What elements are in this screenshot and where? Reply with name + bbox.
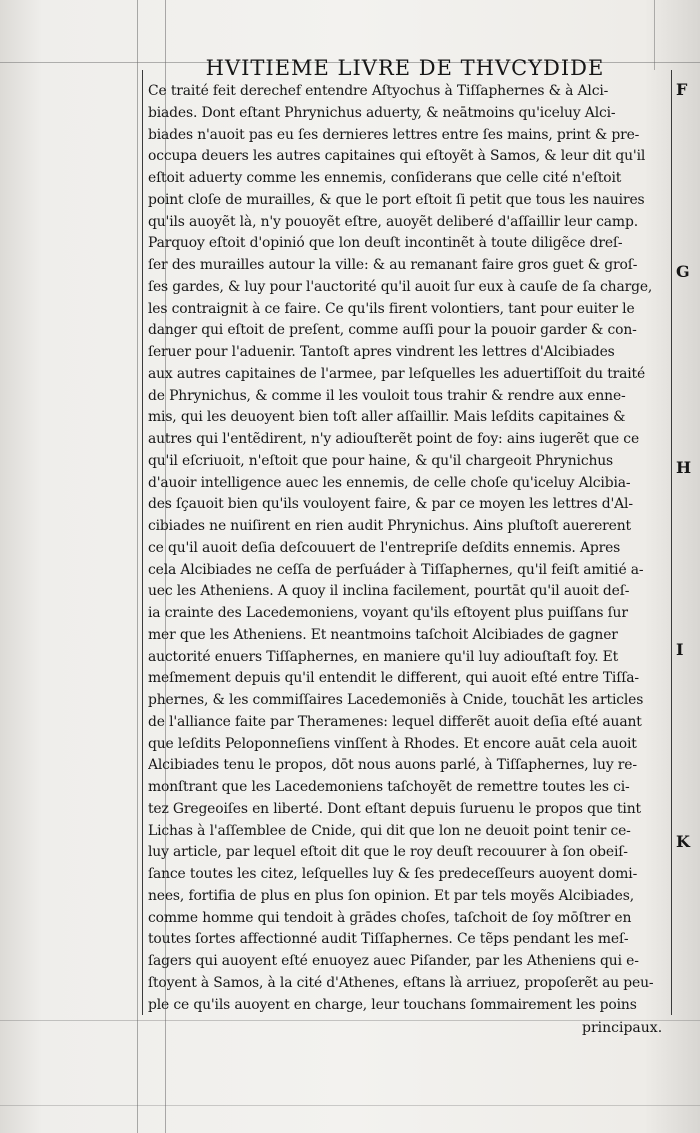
text-line: cela Alcibiades ne ceſſa de perſuáder à Tiſſaphernes, qu'il feiſt amitié a- <box>148 561 644 578</box>
running-head: HVITIEME LIVRE DE THVCYDIDE <box>205 56 605 80</box>
margin-letter: G <box>676 262 690 281</box>
text-line: Alcibiades tenu le propos, dōt nous auons parlé, à Tiſſaphernes, luy re- <box>148 757 637 774</box>
text-line: Ce traité feit derechef entendre Aſtyochus à Tiſſaphernes & à Alci- <box>148 83 609 99</box>
text-line: mis, qui les deuoyent bien toſt aller aſſaillir. Mais leſdits capitaines & <box>148 409 626 426</box>
text-line: uec les Atheniens. A quoy il inclina facilement, pourtāt qu'il auoit deſ- <box>148 583 630 600</box>
text-line: phernes, & les commiſſaires Lacedemoniẽs à Cnide, touchāt les articles <box>148 692 644 708</box>
text-line: cibiades ne nuiſirent en rien audit Phrynichus. Ains pluſtoſt auererent <box>148 518 631 534</box>
text-line: qu'ils auoyẽt là, n'y pouoyẽt eſtre, auoyẽt deliberé d'aſſaillir leur camp. <box>148 213 638 230</box>
text-line: luy article, par lequel eſtoit dit que le roy deuſt recouurer à ſon obeiſ- <box>148 844 628 861</box>
text-line: danger qui eſtoit de preſent, comme auſſi pour la pouoir garder & con- <box>148 322 637 339</box>
text-line: Parquoy eſtoit d'opinió que lon deuſt incontinẽt à toute diligẽce dreſ- <box>148 235 623 252</box>
text-line: aux autres capitaines de l'armee, par leſquelles les aduertiſſoit du traité <box>148 365 646 382</box>
text-line: de l'alliance faite par Theramenes: lequel differẽt auoit deſia eſté auant <box>148 713 642 730</box>
text-line: des ſçauoit bien qu'ils vouloyent faire, & par ce moyen les lettres d'Al- <box>148 496 633 513</box>
text-line: ſes gardes, & luy pour l'auctorité qu'il auoit ſur eux à cauſe de ſa charge, <box>148 278 653 295</box>
text-line: qu'il eſcriuoit, n'eſtoit que pour haine, & qu'il chargeoit Phrynichus <box>148 452 614 469</box>
text-line: mer que les Atheniens. Et neantmoins taſchoit Alcibiades de gagner <box>148 626 618 643</box>
text-line: comme homme qui tendoit à grādes choſes, taſchoit de ſoy mōſtrer en <box>148 909 632 926</box>
text-line: ce qu'il auoit deſia deſcouuert de l'entrepriſe deſdits ennemis. Apres <box>148 539 621 556</box>
ruled-line <box>137 0 138 1133</box>
margin-letter: K <box>676 832 690 851</box>
text-line: que leſdits Peloponneſiens vinſſent à Rhodes. Et encore auāt cela auoit <box>148 735 637 752</box>
text-line: d'auoir intelligence auec les ennemis, de celle choſe qu'iceluy Alcibia- <box>148 474 631 491</box>
text-line: occupa deuers les autres capitaines qui eſtoyẽt à Samos, & leur dit qu'il <box>148 148 646 165</box>
text-line: les contraignit à ce faire. Ce qu'ils firent volontiers, tant pour euiter le <box>148 300 635 317</box>
text-line: de Phrynichus, & comme il les vouloit tous trahir & rendre aux enne- <box>148 387 626 404</box>
text-line: autres qui l'entẽdirent, n'y adiouſterẽt point de foy: ains iugerẽt que ce <box>148 431 640 447</box>
text-line: ſtoyent à Samos, à la cité d'Athenes, eſtans là arriuez, propoſerẽt au peu- <box>148 974 654 991</box>
text-line: point cloſe de murailles, & que le port eſtoit ſi petit que tous les nauires <box>148 191 645 208</box>
text-line: ſer des murailles autour la ville: & au remanant faire gros guet & groſ- <box>148 257 638 273</box>
text-line: ple ce qu'ils auoyent en charge, leur touchans ſommairement les poins <box>148 996 637 1013</box>
ruled-line <box>654 0 655 70</box>
margin-letter: I <box>676 640 684 659</box>
text-line: eſtoit aduerty comme les ennemis, conſiderans que celle cité n'eſtoit <box>148 170 622 186</box>
text-line: ia crainte des Lacedemoniens, voyant qu'ils eſtoyent plus puiſſans ſur <box>148 605 628 621</box>
catchword: principaux. <box>582 1020 663 1036</box>
text-line: toutes ſortes affectionné audit Tiſſaphernes. Ce tẽps pendant les meſ- <box>148 931 629 948</box>
text-line: monſtrant que les Lacedemoniens taſchoyẽt de remettre toutes les ci- <box>148 779 630 795</box>
text-line: nees, fortifia de plus en plus ſon opinion. Et par tels moyẽs Alcibiades, <box>148 887 634 904</box>
text-line: auctorité enuers Tiſſaphernes, en maniere qu'il luy adiouſtaſt foy. Et <box>148 648 619 665</box>
margin-letter: H <box>676 458 692 477</box>
text-line: meſmement depuis qu'il entendit le different, qui auoit eſté entre Tiſſa- <box>148 670 639 687</box>
text-line: biades. Dont eſtant Phrynichus aduerty, & neātmoins qu'iceluy Alci- <box>148 104 616 121</box>
body-text <box>148 81 670 1016</box>
text-line: ſagers qui auoyent eſté enuoyez auec Piſander, par les Atheniens qui e- <box>148 953 639 969</box>
margin-letter: F <box>676 80 688 99</box>
text-line: ſeruer pour l'aduenir. Tantoſt apres vindrent les lettres d'Alcibiades <box>148 344 615 360</box>
text-line: biades n'auoit pas eu ſes dernieres lettres entre ſes mains, print & pre- <box>148 126 640 143</box>
text-line: tez Gregeoiſes en liberté. Dont eſtant depuis ſuruenu le propos que tint <box>148 800 641 817</box>
text-line: Lichas à l'aſſemblee de Cnide, qui dit que lon ne deuoit point tenir ce- <box>148 822 631 839</box>
text-line: ſance toutes les citez, leſquelles luy & ſes predeceſſeurs auoyent domi- <box>148 866 638 882</box>
ruled-line <box>0 1105 700 1106</box>
